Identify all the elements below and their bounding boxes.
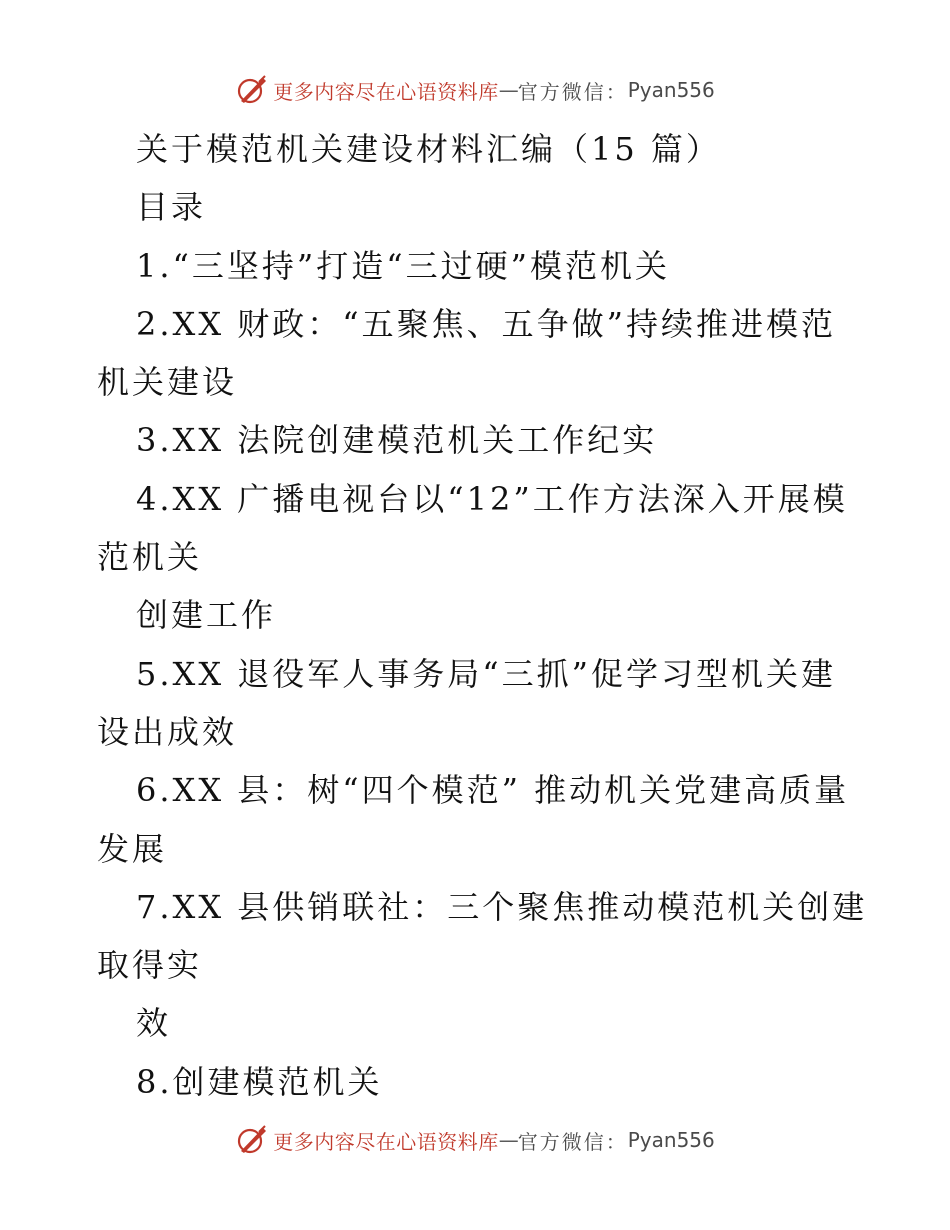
toc-line: 效 <box>136 1004 172 1043</box>
banner-dash: — <box>498 1128 518 1152</box>
banner-official-label: 官方微信： <box>517 1129 628 1154</box>
toc-heading: 目录 <box>136 188 207 227</box>
toc-line: 3.XX 法院创建模范机关工作纪实 <box>136 421 658 460</box>
toc-line: 创建工作 <box>136 596 277 635</box>
toc-line: 取得实 <box>97 946 203 985</box>
toc-line: 6.XX 县：树“四个模范” 推动机关党建高质量 <box>136 771 850 810</box>
banner-slogan: 更多内容尽在心语资料库 <box>273 1129 499 1154</box>
quill-pen-logo-icon <box>235 1123 269 1157</box>
toc-line: 8.创建模范机关 <box>136 1062 383 1101</box>
banner-slogan: 更多内容尽在心语资料库 <box>273 79 499 104</box>
toc-line: 发展 <box>97 829 168 868</box>
toc-line: 范机关 <box>97 538 203 577</box>
header-banner <box>0 70 950 110</box>
toc-line: 机关建设 <box>97 363 238 402</box>
footer-banner <box>0 1120 950 1160</box>
toc-line: 设出成效 <box>97 712 238 751</box>
document-title: 关于模范机关建设材料汇编（15 篇） <box>136 130 721 168</box>
toc-line: 1.“三坚持”打造“三过硬”模范机关 <box>136 246 670 285</box>
toc-line: 2.XX 财政：“五聚焦、五争做”持续推进模范 <box>136 304 836 343</box>
document-body <box>97 120 867 1111</box>
banner-official-label: 官方微信： <box>517 79 628 104</box>
toc-line: 7.XX 县供销联社：三个聚焦推动模范机关创建 <box>136 887 868 926</box>
banner-wechat-id: Pyan556 <box>627 1128 715 1152</box>
banner-wechat-id: Pyan556 <box>627 78 715 102</box>
toc-line: 5.XX 退役军人事务局“三抓”促学习型机关建 <box>136 654 836 693</box>
toc-line: 4.XX 广播电视台以“12”工作方法深入开展模 <box>136 479 848 518</box>
banner-dash: — <box>498 78 518 102</box>
quill-pen-logo-icon <box>235 73 269 107</box>
